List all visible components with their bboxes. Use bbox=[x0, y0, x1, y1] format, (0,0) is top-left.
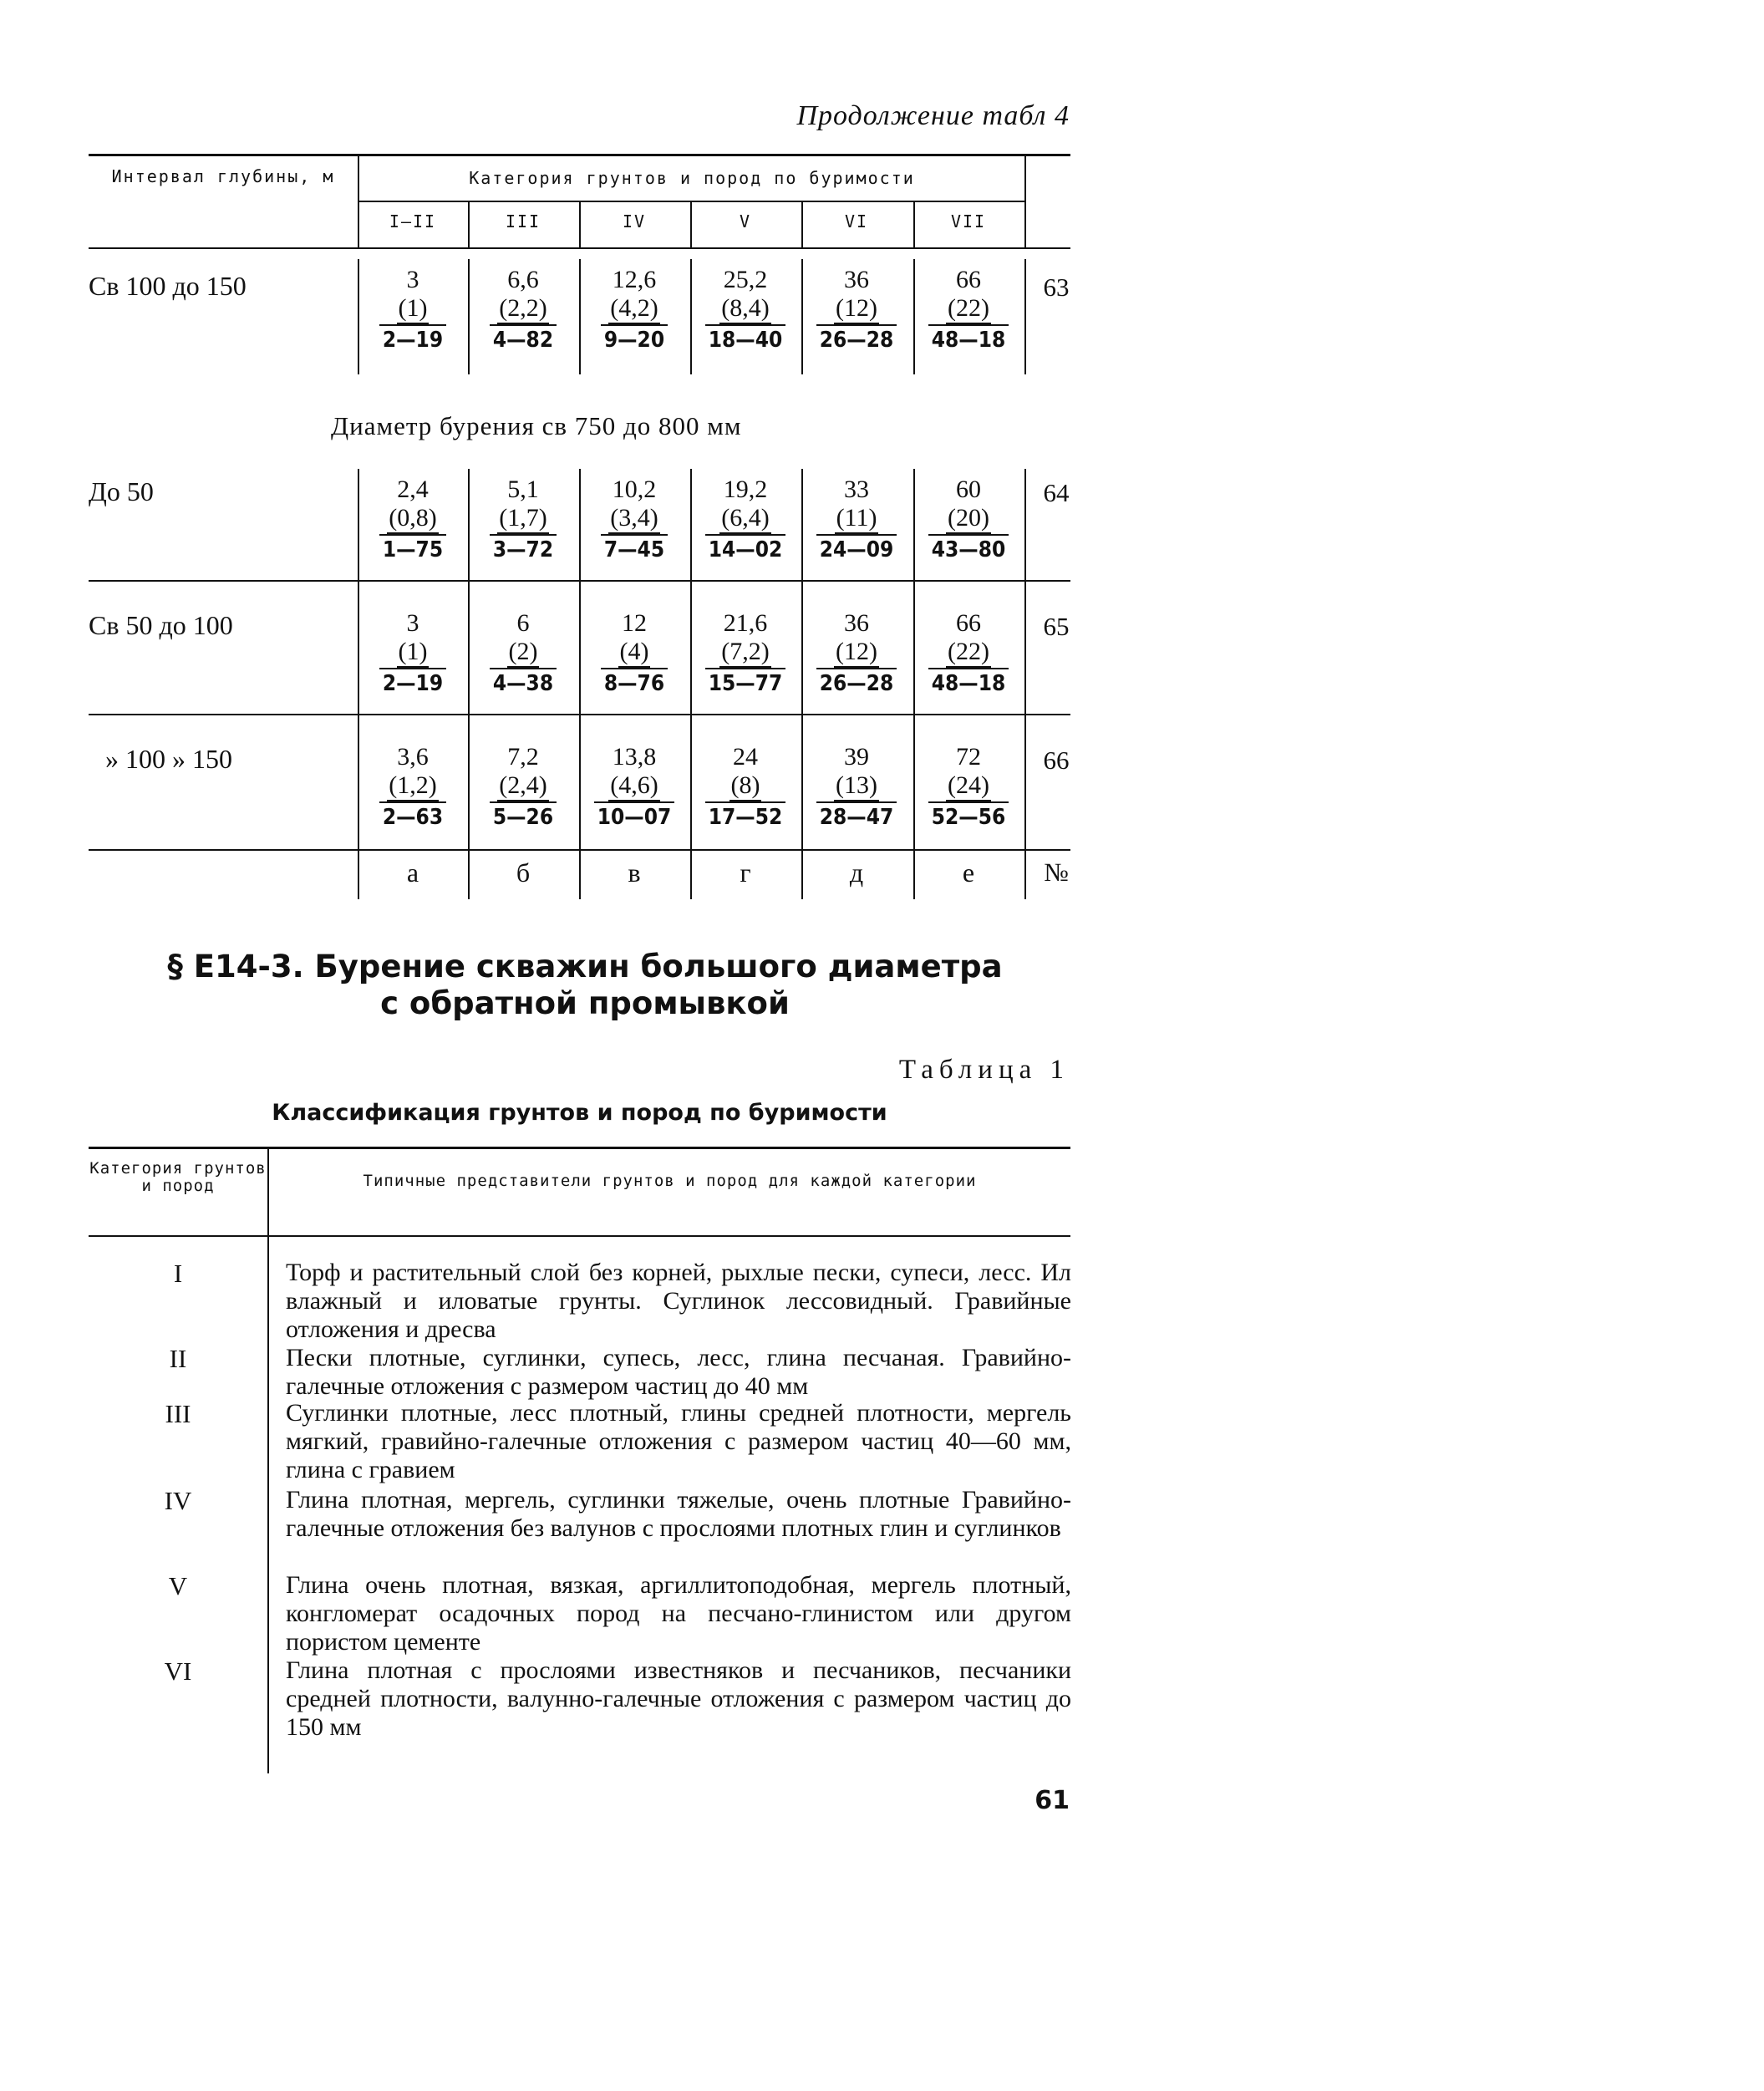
cell-norm-value: 66 bbox=[956, 609, 981, 637]
cell-secondary-value: (22) bbox=[946, 638, 991, 668]
cell-cost-value: 18—40 bbox=[705, 324, 786, 354]
cell-secondary-value: (4,2) bbox=[608, 294, 659, 324]
cell-cost-value: 26—28 bbox=[816, 324, 897, 354]
cell-norm-value: 33 bbox=[844, 476, 869, 503]
table-1-column-divider bbox=[267, 1147, 269, 1773]
column-divider bbox=[1024, 707, 1026, 866]
table-continuation-caption: Продолжение табл 4 bbox=[796, 100, 1070, 131]
cell-cost-value: 14—02 bbox=[705, 534, 786, 564]
cell-norm-value: 66 bbox=[956, 266, 981, 293]
cell-cost-value: 4—82 bbox=[490, 324, 557, 354]
cell-secondary-value: (4) bbox=[618, 638, 651, 668]
cell-norm-value: 24 bbox=[733, 743, 758, 771]
rate-cell bbox=[690, 743, 801, 832]
category-description: Глина плотная с прослоями известняков и песчаников, песчаники средней плотности, валунно-галечные отложения с размером частиц до 150 мм bbox=[286, 1656, 1071, 1741]
cell-secondary-value: (2,2) bbox=[497, 294, 548, 324]
cell-secondary-value: (20) bbox=[946, 504, 991, 534]
cell-norm-value: 21,6 bbox=[723, 609, 768, 637]
cell-cost-value: 5—26 bbox=[490, 801, 557, 832]
cell-cost-value: 2—19 bbox=[379, 668, 446, 698]
rate-cell bbox=[801, 609, 912, 698]
header-divider bbox=[801, 201, 803, 247]
row-number: 63 bbox=[1043, 272, 1070, 302]
cell-secondary-value: (1) bbox=[397, 294, 430, 324]
rate-cell bbox=[913, 476, 1024, 564]
column-letter: г bbox=[740, 857, 751, 888]
header-divider bbox=[690, 201, 692, 247]
row-depth-label: Св 100 до 150 bbox=[89, 271, 247, 301]
row-number: 66 bbox=[1043, 745, 1070, 775]
cell-cost-value: 26—28 bbox=[816, 668, 897, 698]
cell-secondary-value: (0,8) bbox=[387, 504, 438, 534]
cell-norm-value: 7,2 bbox=[507, 743, 539, 771]
section-heading-line2: с обратной промывкой bbox=[380, 985, 790, 1021]
rate-cell bbox=[579, 609, 689, 698]
cell-secondary-value: (24) bbox=[946, 771, 991, 801]
category-description: Пески плотные, суглинки, супесь, лесс, глина песчаная. Гравийно-галечные отложения с размером частиц до 40 мм bbox=[286, 1344, 1071, 1400]
cell-cost-value: 3—72 bbox=[490, 534, 557, 564]
rate-cell bbox=[690, 609, 801, 698]
cell-norm-value: 36 bbox=[844, 266, 869, 293]
column-letter: д bbox=[849, 857, 864, 888]
cell-cost-value: 7—45 bbox=[601, 534, 668, 564]
cell-norm-value: 5,1 bbox=[507, 476, 539, 503]
cell-norm-value: 13,8 bbox=[612, 743, 657, 771]
rate-cell bbox=[690, 476, 801, 564]
cell-secondary-value: (6,4) bbox=[719, 504, 770, 534]
cell-norm-value: 6,6 bbox=[507, 266, 539, 293]
rate-cell bbox=[913, 266, 1024, 354]
header-category-col: VII bbox=[950, 211, 987, 231]
category-description: Суглинки плотные, лесс плотный, глины средней плотности, мергель мягкий, гравийно-галечные отложения с размером частиц 40—60 мм, глина с гравием bbox=[286, 1399, 1071, 1483]
rate-cell bbox=[468, 743, 578, 832]
cell-norm-value: 39 bbox=[844, 743, 869, 771]
table-1 bbox=[89, 1147, 1070, 1773]
column-divider bbox=[913, 849, 915, 899]
rate-cell bbox=[913, 609, 1024, 698]
cell-secondary-value: (11) bbox=[835, 504, 879, 534]
cell-cost-value: 15—77 bbox=[705, 668, 786, 698]
category-roman: VI bbox=[164, 1656, 192, 1686]
rate-cell bbox=[913, 743, 1024, 832]
cell-secondary-value: (2,4) bbox=[497, 771, 548, 801]
category-roman: II bbox=[169, 1344, 187, 1373]
rate-cell bbox=[579, 476, 689, 564]
cell-secondary-value: (3,4) bbox=[608, 504, 659, 534]
cell-cost-value: 8—76 bbox=[601, 668, 668, 698]
page-number: 61 bbox=[1035, 1786, 1070, 1815]
cell-norm-value: 25,2 bbox=[723, 266, 768, 293]
rate-cell bbox=[358, 476, 468, 564]
header-divider bbox=[468, 201, 470, 247]
category-description: Глина плотная, мергель, суглинки тяжелые, очень плотные Гравийно-галечные отложения без валунов с прослоями плотных глин и суглинков bbox=[286, 1486, 1071, 1542]
category-description: Торф и растительный слой без корней, рыхлые пески, супеси, лесс. Ил влажный и иловатые грунты. Суглинок лессовидный. Гравийные отложения и дресва bbox=[286, 1259, 1071, 1343]
cell-cost-value: 17—52 bbox=[705, 801, 786, 832]
column-letter: в bbox=[628, 857, 641, 888]
header-divider bbox=[579, 201, 581, 247]
column-divider bbox=[690, 849, 692, 899]
header-bottom-rule bbox=[89, 247, 1070, 249]
category-roman: V bbox=[168, 1571, 188, 1600]
rate-cell bbox=[690, 266, 801, 354]
category-roman: I bbox=[173, 1259, 183, 1288]
cell-cost-value: 52—56 bbox=[928, 801, 1009, 832]
column-divider bbox=[1024, 849, 1026, 899]
cell-norm-value: 36 bbox=[844, 609, 869, 637]
cell-secondary-value: (8,4) bbox=[719, 294, 770, 324]
cell-norm-value: 3,6 bbox=[397, 743, 429, 771]
rate-cell bbox=[358, 743, 468, 832]
rate-cell bbox=[801, 743, 912, 832]
cell-norm-value: 60 bbox=[956, 476, 981, 503]
cell-secondary-value: (8) bbox=[729, 771, 762, 801]
column-divider bbox=[1024, 259, 1026, 374]
column-divider bbox=[1024, 469, 1026, 573]
column-divider bbox=[801, 849, 803, 899]
header-category-group: Категория грунтов и пород по буримости bbox=[469, 168, 915, 188]
section-label: Диаметр бурения св 750 до 800 мм bbox=[331, 411, 742, 440]
rate-cell bbox=[579, 266, 689, 354]
header-category-col: V bbox=[739, 211, 752, 231]
cell-cost-value: 1—75 bbox=[379, 534, 446, 564]
cell-secondary-value: (13) bbox=[834, 771, 879, 801]
rate-cell bbox=[579, 743, 689, 832]
cell-norm-value: 2,4 bbox=[397, 476, 429, 503]
table-1-header-description: Типичные представители грунтов и пород для каждой категории bbox=[363, 1172, 977, 1190]
column-divider bbox=[468, 849, 470, 899]
table-1-header-category: Категория грунтов и пород bbox=[89, 1159, 267, 1195]
cell-secondary-value: (22) bbox=[946, 294, 991, 324]
column-divider bbox=[579, 849, 581, 899]
cell-cost-value: 48—18 bbox=[928, 668, 1009, 698]
cell-cost-value: 2—19 bbox=[379, 324, 446, 354]
cell-secondary-value: (1,2) bbox=[387, 771, 438, 801]
category-description: Глина очень плотная, вязкая, аргиллитоподобная, мергель плотный, конгломерат осадочных пород на песчано-глинистом или другом пористом цементе bbox=[286, 1571, 1071, 1656]
rate-cell bbox=[801, 266, 912, 354]
cell-norm-value: 12,6 bbox=[612, 266, 657, 293]
table-top-rule bbox=[89, 154, 1070, 156]
rate-cell bbox=[468, 476, 578, 564]
section-heading-line1: § Е14-3. Бурение скважин большого диаметра bbox=[167, 949, 1003, 984]
row-depth-label: » 100 » 150 bbox=[105, 744, 232, 774]
rate-cell bbox=[468, 266, 578, 354]
cell-secondary-value: (1,7) bbox=[497, 504, 548, 534]
cell-cost-value: 28—47 bbox=[816, 801, 897, 832]
cell-cost-value: 10—07 bbox=[594, 801, 675, 832]
cell-norm-value: 3 bbox=[406, 609, 419, 637]
cell-cost-value: 4—38 bbox=[490, 668, 557, 698]
header-category-col: III bbox=[505, 211, 541, 231]
rate-cell bbox=[358, 609, 468, 698]
cell-secondary-value: (12) bbox=[834, 638, 879, 668]
cell-norm-value: 12 bbox=[622, 609, 647, 637]
cell-cost-value: 2—63 bbox=[379, 801, 446, 832]
cell-secondary-value: (4,6) bbox=[608, 771, 659, 801]
category-roman: III bbox=[165, 1399, 191, 1428]
table-1-top-rule bbox=[89, 1147, 1070, 1149]
rate-cell bbox=[358, 266, 468, 354]
header-category-col: VI bbox=[844, 211, 869, 231]
section-heading bbox=[167, 949, 1003, 1022]
rate-cell bbox=[801, 476, 912, 564]
rate-cell bbox=[468, 609, 578, 698]
header-category-col: I—II bbox=[389, 211, 437, 231]
row-number: 64 bbox=[1043, 478, 1070, 507]
column-divider bbox=[1024, 573, 1026, 707]
cell-cost-value: 9—20 bbox=[601, 324, 668, 354]
column-letter: е bbox=[962, 857, 975, 888]
column-divider bbox=[358, 849, 359, 899]
cell-secondary-value: (7,2) bbox=[719, 638, 770, 668]
cell-norm-value: 10,2 bbox=[612, 476, 657, 503]
cell-secondary-value: (1) bbox=[397, 638, 430, 668]
row-depth-label: Св 50 до 100 bbox=[89, 610, 233, 640]
row-depth-label: До 50 bbox=[89, 476, 154, 506]
row-number: 65 bbox=[1043, 612, 1070, 641]
table-1-label: Таблица 1 bbox=[898, 1055, 1070, 1085]
cell-norm-value: 3 bbox=[406, 266, 419, 293]
cell-cost-value: 24—09 bbox=[816, 534, 897, 564]
table-1-title: Классификация грунтов и пород по буримости bbox=[272, 1100, 887, 1126]
column-letter: б bbox=[516, 857, 531, 888]
cell-norm-value: 72 bbox=[956, 743, 981, 771]
cell-cost-value: 43—80 bbox=[928, 534, 1009, 564]
header-divider bbox=[913, 201, 915, 247]
category-roman: IV bbox=[164, 1486, 192, 1515]
cell-secondary-value: (12) bbox=[834, 294, 879, 324]
cell-secondary-value: (2) bbox=[507, 638, 540, 668]
cell-norm-value: 19,2 bbox=[723, 476, 768, 503]
table-1-header-rule bbox=[89, 1235, 1070, 1237]
cell-cost-value: 48—18 bbox=[928, 324, 1009, 354]
cell-norm-value: 6 bbox=[516, 609, 530, 637]
number-symbol: № bbox=[1044, 857, 1069, 887]
column-letter: а bbox=[406, 857, 419, 888]
header-divider bbox=[1024, 154, 1026, 247]
header-depth-interval: Интервал глубины, м bbox=[111, 166, 335, 186]
header-category-col: IV bbox=[622, 211, 647, 231]
